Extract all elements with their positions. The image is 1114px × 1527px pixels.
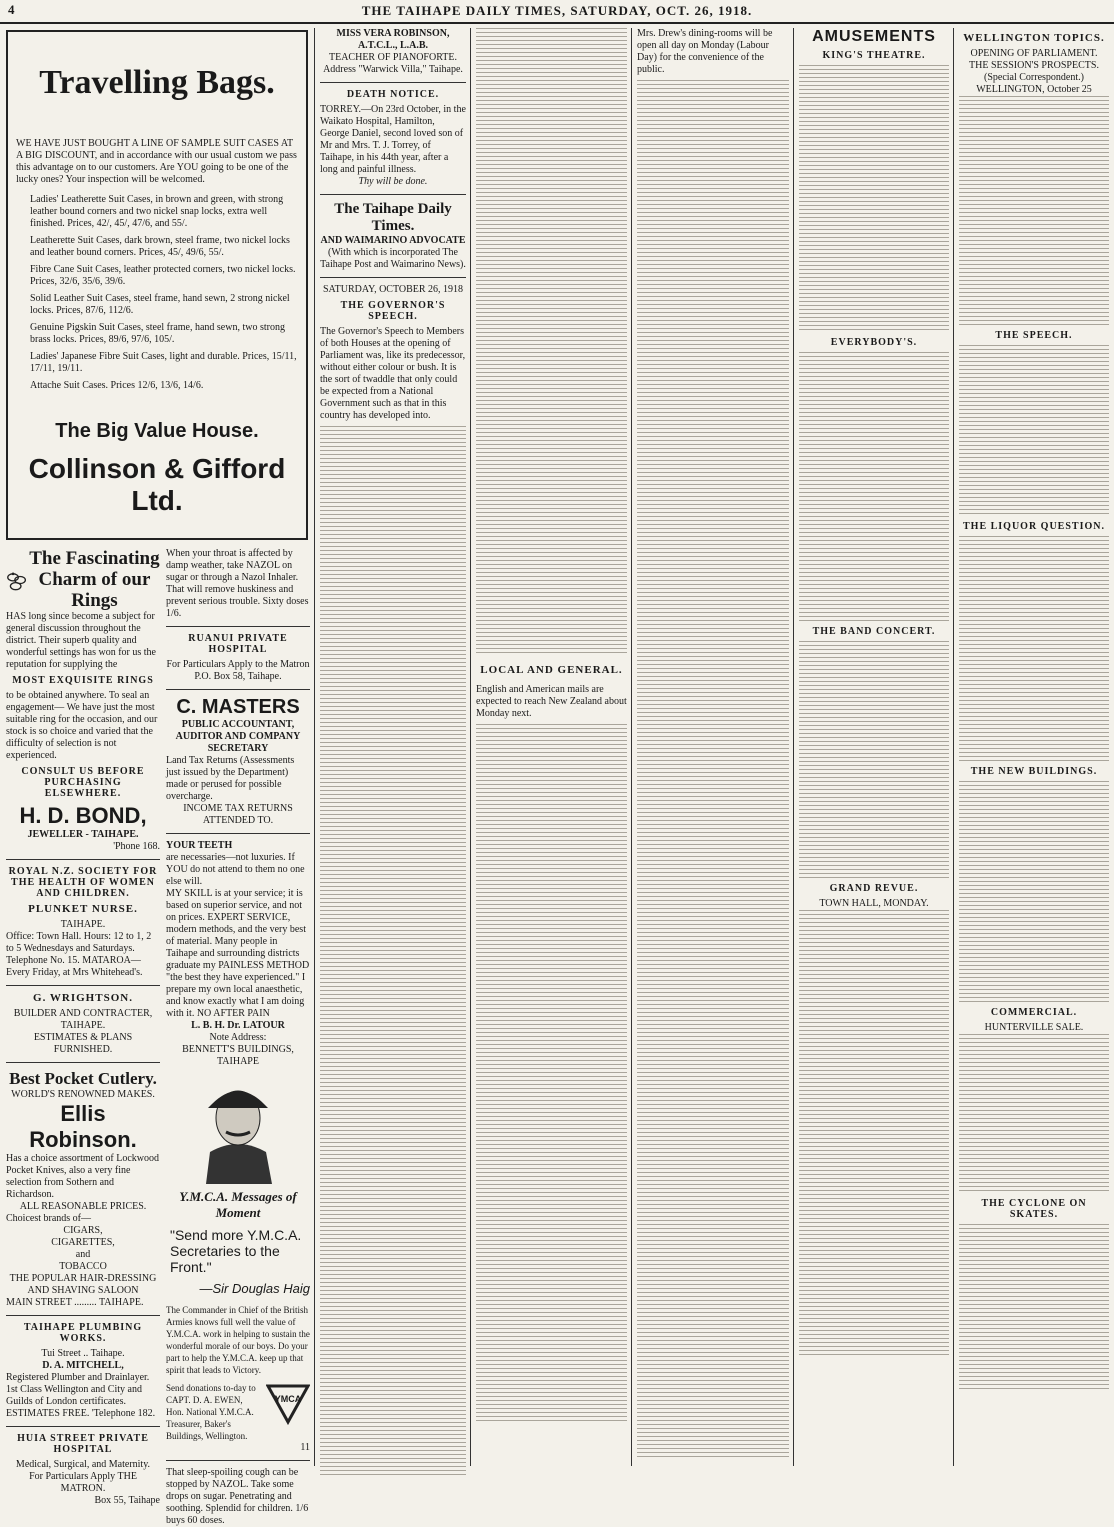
ymca-head: Y.M.C.A. Messages of Moment xyxy=(179,1189,297,1220)
kings-theatre-head: KING'S THEATRE. xyxy=(822,50,926,61)
dentist-lead: YOUR TEETH xyxy=(166,840,233,851)
cutlery-head: Best Pocket Cutlery. xyxy=(9,1069,157,1088)
bag-item: Ladies' Leatherette Suit Cases, in brown and green, with strong leather bound corners and two nickel snap locks, extra well finished. Prices, 42/, 45/, 47/6, and 55/. xyxy=(30,194,284,229)
paper-sub: AND WAIMARINO ADVOCATE xyxy=(320,235,466,246)
topics-body xyxy=(959,96,1109,326)
column-6 xyxy=(799,28,949,1466)
ymca-donate: Send donations to-day to CAPT. D. A. EWEN, Hon. National Y.M.C.A. Treasurer, Baker's Buildings, Wellington. xyxy=(166,1383,256,1441)
bond-line: JEWELLER - TAIHAPE. xyxy=(27,829,139,840)
local-lead: English and American mails are expected to reach New Zealand about Monday next. xyxy=(476,684,627,719)
masters-name: C. MASTERS xyxy=(176,696,300,718)
bag-item-list xyxy=(30,194,298,392)
dentist-skill: MY SKILL is at your service; it is based on superior service, and not on prices. EXPERT SERVICE, modern methods, and the very best of material. Many people in Taihape and surrounding districts graduate my PAINLESS METHOD "the best they have experienced." I prepare my own local anaesthetic, and know exactly what I am doing with it. NO AFTER PAIN xyxy=(166,888,310,1019)
teacher-name: MISS VERA ROBINSON, A.T.C.L., L.A.B. xyxy=(336,28,450,51)
ellis-ad xyxy=(6,1069,160,1309)
cough-ad: That sleep-spoiling cough can be stopped by NAZOL. Take some drops on sugar. Penetrating and soothing. Splendid for children. 1/6 buys 60 doses. xyxy=(166,1467,309,1526)
masters-role: PUBLIC ACCOUNTANT, AUDITOR AND COMPANY SECRETARY xyxy=(175,719,301,754)
page-number: 4 xyxy=(8,2,15,17)
death-head: DEATH NOTICE. xyxy=(346,89,440,100)
ymca-ad xyxy=(166,1074,310,1454)
band-concert-head: THE BAND CONCERT. xyxy=(812,626,936,637)
column-4 xyxy=(476,28,627,1466)
column-rule xyxy=(793,28,794,1466)
plunket-org: ROYAL N.Z. SOCIETY FOR THE HEALTH OF WOMEN AND CHILDREN. xyxy=(8,866,158,899)
column-rule xyxy=(314,28,315,1466)
ellis-good: CIGARETTES, xyxy=(51,1237,115,1248)
ellis-prices: ALL REASONABLE PRICES. xyxy=(19,1201,147,1212)
ymca-badge-text: YMCA xyxy=(274,1394,302,1404)
plumbing-body: Registered Plumber and Drainlayer. 1st Class Wellington and City and Guilds of London certificates. ESTIMATES FREE. 'Telephone 182. xyxy=(6,1372,156,1419)
ymca-author: —Sir Douglas Haig xyxy=(199,1281,310,1296)
ellis-good: and xyxy=(75,1249,91,1260)
ad-title: Travelling Bags. xyxy=(39,64,275,101)
dentist-name: L. B. H. Dr. LATOUR xyxy=(191,1020,285,1031)
speech-head: THE SPEECH. xyxy=(995,330,1073,341)
commercial-head: COMMERCIAL. xyxy=(990,1007,1078,1018)
local-body xyxy=(476,724,627,1424)
column-3 xyxy=(320,28,466,1466)
column-5 xyxy=(637,28,789,1466)
everybodys-body xyxy=(799,352,949,622)
cyclone-head: THE CYCLONE ON SKATES. xyxy=(981,1198,1087,1220)
plumbing-street: Tui Street .. Taihape. xyxy=(41,1348,125,1359)
notice-lead: Mrs. Drew's dining-rooms will be open all day on Monday (Labour Day) for the convenience of the public. xyxy=(637,28,773,75)
masthead-title: THE TAIHAPE DAILY TIMES, SATURDAY, OCT. 26, 1918. xyxy=(361,3,753,18)
ruanui-body: For Particulars Apply to the Matron P.O. Box 58, Taihape. xyxy=(166,659,310,682)
plunket-title: PLUNKET NURSE. xyxy=(28,903,138,915)
death-notice: TORREY.—On 23rd October, in the Waikato Hospital, Hamilton, George Daniel, second loved son of Mr and Mrs. T. J. Torrey, of Taihape, in his 44th year, after a long and painful illness. xyxy=(320,104,466,175)
revue-body xyxy=(799,910,949,1358)
everybodys-head: EVERYBODY'S. xyxy=(830,337,918,348)
ellis-salon: THE POPULAR HAIR-DRESSING AND SHAVING SALOON xyxy=(9,1273,157,1296)
plunket-ad xyxy=(6,866,160,979)
death-end: Thy will be done. xyxy=(358,176,428,187)
hunterville-head: HUNTERVILLE SALE. xyxy=(984,1022,1084,1033)
teacher-addr: Address "Warwick Villa," Taihape. xyxy=(323,64,463,75)
wrightson-name: G. WRIGHTSON. xyxy=(33,992,133,1004)
speech-body xyxy=(959,345,1109,517)
amusements-head: AMUSEMENTS xyxy=(812,28,936,45)
rings-body-2: to be obtained anywhere. To seal an engagement— We have just the most suitable ring for the occasion, and our stock is so choice and varied that the difficulty of selection is not experienced. xyxy=(6,690,158,761)
dentist-addr: BENNETT'S BUILDINGS, TAIHAPE xyxy=(182,1044,294,1067)
bond-name: H. D. BOND, xyxy=(19,803,147,828)
plumbing-name: D. A. MITCHELL, xyxy=(42,1360,124,1371)
dentist-addr-label: Note Address: xyxy=(209,1032,267,1043)
paper-note: (With which is incorporated The Taihape Post and Waimarino News). xyxy=(320,247,466,270)
liquor-body xyxy=(959,536,1109,762)
officer-portrait-icon xyxy=(166,1074,310,1184)
masthead xyxy=(0,0,1114,24)
ymca-quote: "Send more Y.M.C.A. Secretaries to the Front." xyxy=(170,1227,302,1275)
bag-item: Solid Leather Suit Cases, steel frame, hand sewn, 2 strong nickel locks. Prices, 87/6, 112/6. xyxy=(30,293,290,316)
bag-item: Ladies' Japanese Fibre Suit Cases, light and durable. Prices, 15/11, 17/11, 19/11. xyxy=(30,351,297,374)
huia-box: Box 55, Taihape xyxy=(94,1495,160,1506)
rings-icon xyxy=(6,550,29,610)
wrightson-extra: ESTIMATES & PLANS FURNISHED. xyxy=(33,1032,133,1055)
rings-body: HAS long since become a subject for general discussion throughout the district. Their superb quality and wonderful settings has won for us the reputation for supplying the xyxy=(6,611,156,670)
plunket-details: Office: Town Hall. Hours: 12 to 1, 2 to 5 Wednesdays and Saturdays. Telephone No. 15. MATAROA—Every Friday, at Mrs Whitehead's. xyxy=(6,931,152,978)
column-rule xyxy=(953,28,954,1466)
huia-sub: Medical, Surgical, and Maternity. xyxy=(15,1459,151,1470)
band-body xyxy=(799,641,949,879)
plumbing-ad xyxy=(6,1322,160,1420)
local-head: LOCAL AND GENERAL. xyxy=(480,664,623,676)
wrightson-ad xyxy=(6,992,160,1056)
paper-date: SATURDAY, OCTOBER 26, 1918 xyxy=(322,284,464,295)
paper-name: The Taihape Daily Times. xyxy=(334,201,452,234)
ad-intro: WE HAVE JUST BOUGHT A LINE OF SAMPLE SUIT CASES AT A BIG DISCOUNT, and in accordance with our usual custom we pass this advantage on to our customers. Are YOU going to be one of the lucky ones? Your inspection will be welcomed. xyxy=(16,138,297,185)
plumbing-title: TAIHAPE PLUMBING WORKS. xyxy=(23,1322,143,1344)
masters-body: Land Tax Returns (Assessments just issued by the Department) made or perused for possible overcharge. xyxy=(166,755,295,802)
notices-body xyxy=(637,80,789,1460)
liquor-head: THE LIQUOR QUESTION. xyxy=(963,521,1105,532)
bag-item: Attache Suit Cases. Prices 12/6, 13/6, 14/6. xyxy=(30,380,204,391)
bag-item: Leatherette Suit Cases, dark brown, steel frame, two nickel locks and leather bound corners. Prices, 45/, 49/6, 55/. xyxy=(30,235,290,258)
article-lead: The Governor's Speech to Members of both Houses at the opening of Parliament was, like its predecessor, without either colour or bush. It is the sort of twaddle that only could be expected from a National Government such as that in this country has developed into. xyxy=(320,326,466,421)
column-2-lower xyxy=(166,548,310,1526)
ellis-name: Ellis Robinson. xyxy=(29,1101,137,1152)
bond-phone: 'Phone 168. xyxy=(113,841,160,852)
rings-title: The Fascinating Charm of our Rings xyxy=(29,548,160,611)
ad-tagline: The Big Value House. xyxy=(55,420,259,442)
topics-head: WELLINGTON TOPICS. xyxy=(963,32,1105,44)
article-body xyxy=(320,426,466,1476)
rings-consult: CONSULT US BEFORE PURCHASING ELSEWHERE. xyxy=(21,766,145,799)
buildings-body xyxy=(959,781,1109,1003)
grand-revue-head: GRAND REVUE. xyxy=(829,883,919,894)
ellis-good: CIGARS, xyxy=(63,1225,103,1236)
kings-body xyxy=(799,65,949,333)
ellis-body: Has a choice assortment of Lockwood Pocket Knives, also a very fine selection from Sothern and Richardson. xyxy=(6,1153,160,1200)
ellis-choicest: Choicest brands of— xyxy=(6,1213,91,1224)
rings-ad xyxy=(6,548,160,853)
huia-body: For Particulars Apply THE MATRON. xyxy=(29,1471,137,1494)
ymca-badge xyxy=(266,1382,310,1426)
topics-dateline: WELLINGTON, October 25 xyxy=(976,84,1092,95)
dentist-body: are necessaries—not luxuries. If YOU do not attend to them no one else will. xyxy=(166,852,305,887)
column-rule xyxy=(470,28,471,1466)
grand-revue-sub: TOWN HALL, MONDAY. xyxy=(819,898,929,909)
commercial-body xyxy=(959,1034,1109,1194)
rings-highlight: MOST EXQUISITE RINGS xyxy=(12,675,154,686)
ymca-num: 11 xyxy=(300,1442,310,1453)
ruanui-title: RUANUI PRIVATE HOSPITAL xyxy=(188,633,288,655)
column-rule xyxy=(631,28,632,1466)
plunket-town: TAIHAPE. xyxy=(60,919,106,930)
ellis-good: TOBACCO xyxy=(59,1261,107,1272)
column-7 xyxy=(959,28,1109,1466)
huia-title: HUIA STREET PRIVATE HOSPITAL xyxy=(17,1433,149,1455)
ymca-body: The Commander in Chief of the British Armies knows full well the value of Y.M.C.A. work in helping to sustain the wonderful morale of our boys. Do your part to help the Y.M.C.A. keep up that spirit that leads to Victory. xyxy=(166,1305,310,1375)
ellis-street: MAIN STREET ......... TAIHAPE. xyxy=(6,1297,144,1308)
column-1-lower xyxy=(6,548,160,1506)
bag-item: Fibre Cane Suit Cases, leather protected corners, two nickel locks. Prices, 32/6, 35/6, 39/6. xyxy=(30,264,296,287)
travelling-bags-ad xyxy=(6,30,308,540)
teacher-role: TEACHER OF PIANOFORTE. xyxy=(328,52,458,63)
article-head: THE GOVERNOR'S SPEECH. xyxy=(340,300,446,322)
wrightson-role: BUILDER AND CONTRACTER, TAIHAPE. xyxy=(13,1008,153,1031)
bag-item: Genuine Pigskin Suit Cases, steel frame, hand sewn, two strong brass locks. Prices, 89/6, 97/6, 105/. xyxy=(30,322,285,345)
article-continued xyxy=(476,28,627,656)
masters-tax: INCOME TAX RETURNS ATTENDED TO. xyxy=(183,803,293,826)
topics-corr: (Special Correspondent.) xyxy=(984,72,1084,83)
topics-sub-2: THE SESSION'S PROSPECTS. xyxy=(969,60,1099,71)
cutlery-sub: WORLD'S RENOWNED MAKES. xyxy=(11,1089,155,1100)
firm-name: Collinson & Gifford Ltd. xyxy=(28,453,286,516)
cyclone-body xyxy=(959,1224,1109,1390)
topics-sub-1: OPENING OF PARLIAMENT. xyxy=(970,48,1098,59)
buildings-head: THE NEW BUILDINGS. xyxy=(970,766,1098,777)
huia-ad xyxy=(6,1433,160,1507)
nazol-ad: When your throat is affected by damp weather, take NAZOL on sugar or through a Nazol Inhaler. That will remove huskiness and prevent serious trouble. Sixty doses 1/6. xyxy=(166,548,309,619)
